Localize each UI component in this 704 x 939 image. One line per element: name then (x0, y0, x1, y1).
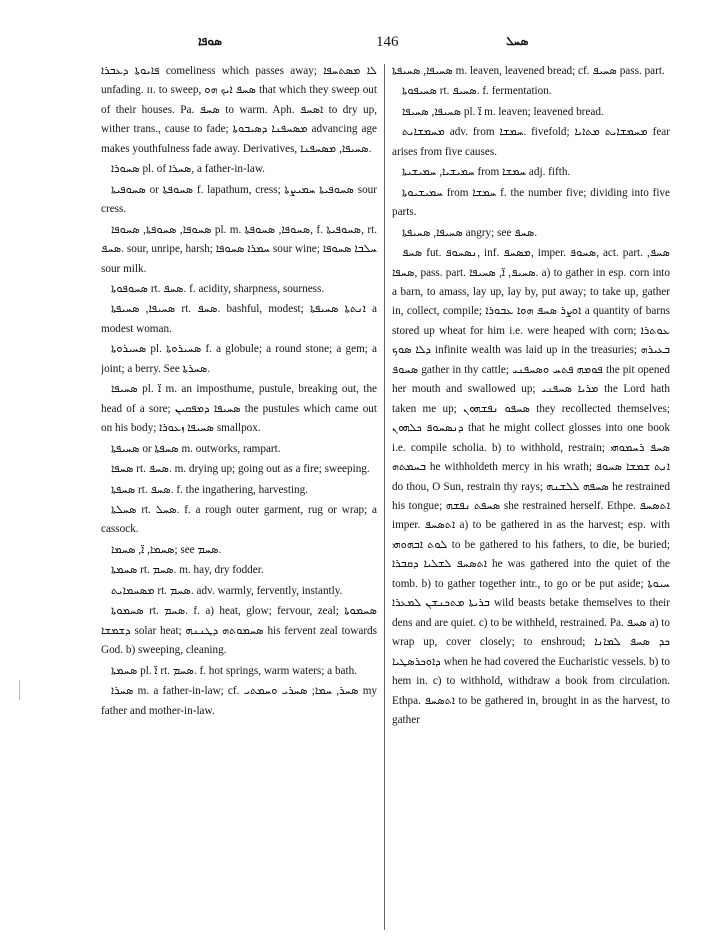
dictionary-entry: ܦܐܝܘܬܐ ܕܥܒܪܐ comeliness which passes away; ܠܐ ܡܣܬܚܦܐ unfading. ɪɪ. to sweep, ܣܚܦ ܐܝܟ ܗܘ that which they sweep out of their houses. Pa. ܣܚܦ to warm. Aph. ܐܣܚܦ to dry up, wither trans., cause to fade; ܡܣܚܦܢܐ ܕܣܝܒܘܬܐ advancing age makes youthfulness fade away. Derivatives, ܣܚܝܦܐ, ܡܣܚܦܢܐ. (101, 65, 377, 155)
dictionary-entry: ܣܚܝܪܘܬܐ pl. ܣܚܝܪܘܬܐ f. a globule; a round stone; a gem; a joint; a berry. See ܣܚܪܬܐ. (101, 343, 377, 375)
column-divider (384, 64, 385, 930)
dictionary-entry: ܣܚܘܦܘܬܐ rt. ܣܚܦ. f. acidity, sharpness, sourness. (111, 282, 325, 295)
dictionary-entry: ܣܚܡܬܐ rt. ܣܚܡ. m. hay, dry fodder. (111, 564, 264, 577)
dictionary-entry: ܣܚܡܬܐ pl. ܐ̈ rt. ܣܚܡ. f. hot springs, warm waters; a bath. (111, 664, 358, 677)
dictionary-entry: ܚܡܝܫܝܘܬܐ from ܚܡܫܐ f. the number five; dividing into five parts. (392, 186, 670, 219)
dictionary-entry: ܣܚܦܐ rt. ܣܚܦ. m. drying up; going out as a fire; sweeping. (111, 463, 370, 476)
dictionary-entry: ܣܚܝܦܐ pl. ܐ̈ m. an imposthume, pustule, breaking out, the head of a sore; ܣܚܝܦܐ ܕܡܦܩܝܢ the pustules which came out on his body; ܣܚܝܦܐ ܙܥܘܪܐ smallpox. (101, 383, 377, 435)
dictionary-entry: ܣܚܪܐ m. a father-in-law; cf. ܣܚܪ, ܚܡܐ; ܣܚܪܝ ܘܚܡܬܝ my father and mother-in-law. (101, 685, 377, 717)
dictionary-entry: ܣܚܝܦܐ, ܣܚܝܦܬܐ rt. ܣܚܦ. bashful, modest; ܐܢܬܬܐ ܣܚܝܦܬܐ a modest woman. (101, 303, 377, 335)
left-column (101, 62, 377, 932)
right-column (392, 62, 670, 932)
dictionary-entry: ܣܚܦ fut. ܢܣܚܘܦ, inf. ܡܣܚܦ, imper. ܣܚܘܦ, act. part. ܣܚܦ, ܣܚܦܐ, pass. part. ܣܚܝܦ, ܐ̈, ܣܚܝܦܐ. a) to gather in esp. corn into a barn, to amass, lay up, lay by, put away; to take up, gather in, collect, compile; ܐܘܨܪ ܣܚܦ ܗܘܐ ܥܒܘܪܐ a quantity of barns stored up wheat for him i.e. were heaped with corn; ܥܘܬܪܐ ܕܠܐ ܣܘܟ infinite wealth was laid up in the treasuries; ܒܥܝܪܗ ܣܚܘܦ gather in thy cattle; ܦܘܡܗ ܦܬܚ ܘܣܚܦܢܝ the pit opened her mouth and swallowed up; ܡܪܝܐ ܣܚܦܢܝ the Lord hath taken me up; ܣܚܦܘ ܢܦܫܗܘܢ they recollected themselves; ܕܢܣܚܘܦ ܟܠܗܘܢ that he might collect glosses into one book i.e. compile scholia. b) to withhold, restrain; ܣܚܦ ܪܚܡܘܗܝ ܒܚܡܬܗ he withholdeth mercy in his wrath; ܐܢܬ ܫܡܫܐ ܣܚܘܦ do thou, O Sun, restrain thy rays; ܣܚܦܗ ܠܠܫܢܗ he restrained his tongue; ܣܚܦܬ ܢܦܫܗ she restrained herself. Ethpe. ܐܬܣܚܦ imper. ܐܬܣܚܦ a) to be gathered in as the harvest; esp. with ܠܘܬ ܐܒܗܘܗܝ to be gathered to his fathers, to die, be buried; ܐܬܣܚܦ ܠܫܠܝܐ ܕܩܒܪܐ he was gathered into the quiet of the tomb. b) to gather together intr., to go or be put aside; ܚܝܘܬܐ ܒܪܝܬܐ ܡܬܟܢܫܢ ܠܡܥܪܐ wild beasts betake themselves to their dens and are quiet. c) to be withheld, restrained. Pa. ܣܚܦ a) to wrap up, cover closely; to enshroud; ܟܕ ܣܚܦ ܠܡܐܢܐ ܕܐܘܟܪܣܛܝܐ when he had covered the Eucharistic vessels. b) to hem in. c) to withhold, withdraw a book from circulation. Ethpa. ܐܬܣܚܦ to be gathered in, brought in as the harvest, to gather (392, 247, 670, 726)
dictionary-entry: ܣܚܡܘܬܐ rt. ܣܚܡ. f. a) heat, glow; fervour, zeal; ܣܚܡܘܬܐ ܕܫܡܫܐ solar heat; ܣܚܡܘܬܗ ܕܛܢܢܗ his fervent zeal towards God. b) sweeping, cleaning. (101, 605, 377, 657)
dictionary-entry: ܣܚܠܬܐ rt. ܣܚܠ. f. a rough outer garment, rug or wrap; a cassock. (101, 503, 377, 536)
dictionary-entry: ܣܚܝܦܘܬܐ rt. ܣܚܝܦ. f. fermentation. (402, 85, 552, 98)
dictionary-entry: ܡܣܚܡܐܝܬ rt. ܣܚܡ. adv. warmly, fervently, instantly. (111, 584, 343, 597)
dictionary-entry: ܣܚܘܦܐ, ܣܚܘܦܬܐ, ܣܚܘܦܐ pl. m. ܣܚܘܦܐ, ܣܚܘܦܬܐ, f. ܣܚܘܦܝܬܐ, rt. ܣܚܦ. sour, unripe, harsh; ܚܡܪܐ ܣܚܘܦܐ sour wine; ܚܠܒܐ ܣܚܘܦܐ sour milk. (101, 223, 377, 275)
running-head-left: ܣܘܦܐ (198, 34, 222, 48)
dictionary-entry: ܣܚܦܬܐ rt. ܣܚܦ. f. the ingathering, harvesting. (111, 483, 309, 496)
dictionary-entry: ܣܚܘܦܝܬܐ or ܣܚܘܦܬܐ f. lapathum, cress; ܣܚܘܦܝܬܐ ܚܡܝܨܬܐ sour cress. (101, 183, 377, 216)
dictionary-entry: ܣܚܝܦܐ, ܣܚܝܦܬܐ m. leaven, leavened bread; cf. ܣܚܝܦ pass. part. (392, 65, 665, 77)
dictionary-entry: ܣܚܝܦܐ, ܣܚܝܦܬܐ angry; see ܣܚܦ. (402, 226, 538, 239)
dictionary-entry: ܣܚܝܦܬܐ or ܣܚܦܬܐ m. outworks, rampart. (111, 442, 281, 455)
dictionary-entry: ܣܚܝܦܐ, ܣܚܝܦܐ pl. ܐ̈ m. leaven; leavened bread. (402, 105, 604, 118)
dictionary-entry: ܚܡܝܫܝܐ, ܚܡܝܫܝܬܐ from ܚܡܫܐ adj. fifth. (402, 166, 571, 179)
dictionary-entry: ܡܚܡܫܐܝܬ adv. from ܚܡܫܐ. fivefold; ܡܚܡܫܐܝܬ ܡܬܐܝܐ fear arises from five causes. (392, 126, 670, 158)
running-head-right: ܣܚܠ (506, 34, 529, 48)
dictionary-entry: ܣܚܘܪܐ pl. of ܣܚܪܐ, a father-in-law. (111, 163, 265, 176)
page-header (0, 34, 704, 60)
page-number: 146 (376, 34, 399, 50)
margin-mark (19, 680, 20, 700)
dictionary-entry: ܣܚܡܐ, ܐ̈, ܣܚܡܐ; see ܣܚܡ. (111, 543, 222, 556)
